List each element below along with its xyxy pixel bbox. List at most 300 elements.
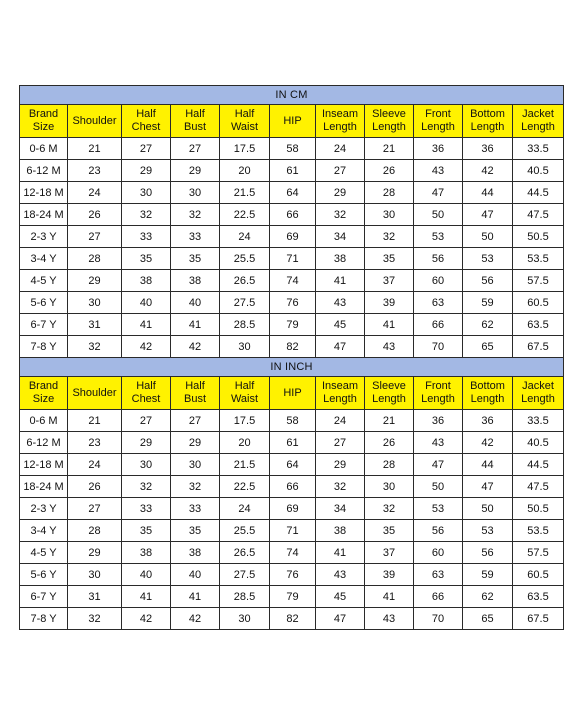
- measurement-cell: 26: [365, 432, 414, 454]
- column-header: [68, 105, 122, 138]
- table-row: [20, 476, 564, 498]
- size-label-cell: 12-18 M: [20, 454, 68, 476]
- measurement-cell: 35: [122, 248, 171, 270]
- size-label-cell: 0-6 M: [20, 138, 68, 160]
- measurement-cell: 30: [171, 182, 220, 204]
- measurement-cell: 27: [316, 160, 365, 182]
- measurement-cell: 41: [171, 586, 220, 608]
- measurement-cell: 36: [463, 410, 513, 432]
- size-label-cell: 6-12 M: [20, 160, 68, 182]
- measurement-cell: 29: [122, 160, 171, 182]
- measurement-cell: 67.5: [513, 336, 564, 358]
- measurement-cell: 60.5: [513, 292, 564, 314]
- measurement-cell: 60: [414, 270, 463, 292]
- column-header-text: Length: [421, 393, 455, 405]
- measurement-cell: 45: [316, 314, 365, 336]
- measurement-cell: 38: [122, 270, 171, 292]
- measurement-cell: 63: [414, 564, 463, 586]
- size-label-cell: 4-5 Y: [20, 270, 68, 292]
- measurement-cell: 29: [68, 270, 122, 292]
- measurement-cell: 58: [270, 138, 316, 160]
- table-row: [20, 270, 564, 292]
- column-header: [463, 105, 513, 138]
- column-header-text: Chest: [131, 393, 161, 405]
- measurement-cell: 28: [68, 248, 122, 270]
- column-header-text: Front: [425, 380, 451, 392]
- measurement-cell: 38: [171, 270, 220, 292]
- measurement-cell: 31: [68, 586, 122, 608]
- measurement-cell: 33.5: [513, 410, 564, 432]
- measurement-cell: 70: [414, 608, 463, 630]
- measurement-cell: 27: [171, 410, 220, 432]
- table-row: [20, 226, 564, 248]
- measurement-cell: 32: [171, 476, 220, 498]
- size-label-cell: 2-3 Y: [20, 226, 68, 248]
- column-header-text: Bust: [183, 393, 206, 405]
- section-title-row: [20, 86, 564, 105]
- measurement-cell: 74: [270, 542, 316, 564]
- column-header-text: Size: [32, 393, 55, 405]
- measurement-cell: 47.5: [513, 476, 564, 498]
- measurement-cell: 53.5: [513, 520, 564, 542]
- column-header-text: Half: [136, 380, 156, 392]
- measurement-cell: 58: [270, 410, 316, 432]
- column-header: [68, 377, 122, 410]
- measurement-cell: 31: [68, 314, 122, 336]
- measurement-cell: 30: [220, 608, 270, 630]
- measurement-cell: 36: [463, 138, 513, 160]
- measurement-cell: 30: [122, 182, 171, 204]
- measurement-cell: 63: [414, 292, 463, 314]
- column-header: [122, 377, 171, 410]
- measurement-cell: 56: [463, 270, 513, 292]
- measurement-cell: 44.5: [513, 182, 564, 204]
- measurement-cell: 45: [316, 586, 365, 608]
- measurement-cell: 33: [122, 226, 171, 248]
- column-header-text: Front: [425, 108, 451, 120]
- measurement-cell: 17.5: [220, 138, 270, 160]
- column-header: [220, 105, 270, 138]
- size-label-cell: 18-24 M: [20, 204, 68, 226]
- measurement-cell: 28.5: [220, 586, 270, 608]
- size-label-cell: 3-4 Y: [20, 520, 68, 542]
- size-chart-table: [19, 85, 564, 630]
- column-header-text: Shoulder: [72, 114, 117, 127]
- column-header-text: Length: [521, 393, 555, 405]
- column-header: [270, 105, 316, 138]
- measurement-cell: 42: [122, 336, 171, 358]
- column-header-text: Brand: [28, 380, 59, 392]
- measurement-cell: 38: [171, 542, 220, 564]
- measurement-cell: 34: [316, 226, 365, 248]
- measurement-cell: 25.5: [220, 520, 270, 542]
- column-header: [463, 377, 513, 410]
- measurement-cell: 40: [171, 564, 220, 586]
- measurement-cell: 33: [171, 226, 220, 248]
- measurement-cell: 35: [171, 520, 220, 542]
- measurement-cell: 29: [316, 454, 365, 476]
- measurement-cell: 82: [270, 608, 316, 630]
- column-header-text: Waist: [230, 393, 259, 405]
- measurement-cell: 42: [122, 608, 171, 630]
- measurement-cell: 47: [463, 204, 513, 226]
- measurement-cell: 69: [270, 498, 316, 520]
- table-row: [20, 160, 564, 182]
- measurement-cell: 42: [463, 160, 513, 182]
- measurement-cell: 27: [68, 226, 122, 248]
- table-row: [20, 182, 564, 204]
- size-label-cell: 6-12 M: [20, 432, 68, 454]
- measurement-cell: 57.5: [513, 270, 564, 292]
- measurement-cell: 62: [463, 314, 513, 336]
- measurement-cell: 24: [68, 454, 122, 476]
- column-header: [270, 377, 316, 410]
- measurement-cell: 47: [414, 182, 463, 204]
- column-header-text: Length: [421, 121, 455, 133]
- measurement-cell: 60: [414, 542, 463, 564]
- column-header-text: Length: [372, 393, 406, 405]
- measurement-cell: 69: [270, 226, 316, 248]
- measurement-cell: 41: [316, 270, 365, 292]
- measurement-cell: 24: [220, 226, 270, 248]
- measurement-cell: 29: [316, 182, 365, 204]
- measurement-cell: 33: [122, 498, 171, 520]
- measurement-cell: 41: [122, 586, 171, 608]
- measurement-cell: 41: [171, 314, 220, 336]
- column-header-text: Bottom: [470, 108, 505, 120]
- table-row: [20, 204, 564, 226]
- measurement-cell: 40: [122, 564, 171, 586]
- measurement-cell: 44: [463, 454, 513, 476]
- measurement-cell: 30: [171, 454, 220, 476]
- measurement-cell: 36: [414, 138, 463, 160]
- column-header-text: HIP: [283, 386, 302, 399]
- measurement-cell: 66: [414, 314, 463, 336]
- measurement-cell: 40: [122, 292, 171, 314]
- table-row: [20, 454, 564, 476]
- column-header-text: Bottom: [470, 380, 505, 392]
- column-header-text: Sleeve: [372, 108, 406, 120]
- measurement-cell: 63.5: [513, 314, 564, 336]
- column-header: [171, 105, 220, 138]
- section-title-row: [20, 358, 564, 377]
- column-header: [365, 377, 414, 410]
- measurement-cell: 37: [365, 270, 414, 292]
- measurement-cell: 59: [463, 292, 513, 314]
- measurement-cell: 47: [463, 476, 513, 498]
- column-header: [122, 105, 171, 138]
- measurement-cell: 56: [414, 520, 463, 542]
- measurement-cell: 26.5: [220, 542, 270, 564]
- measurement-cell: 42: [171, 608, 220, 630]
- column-header-text: Half: [136, 108, 156, 120]
- measurement-cell: 65: [463, 336, 513, 358]
- column-header-text: Size: [32, 121, 55, 133]
- measurement-cell: 56: [414, 248, 463, 270]
- column-header: [20, 377, 68, 410]
- measurement-cell: 40: [171, 292, 220, 314]
- measurement-cell: 53.5: [513, 248, 564, 270]
- column-header: [220, 377, 270, 410]
- measurement-cell: 22.5: [220, 476, 270, 498]
- measurement-cell: 32: [171, 204, 220, 226]
- measurement-cell: 63.5: [513, 586, 564, 608]
- measurement-cell: 76: [270, 564, 316, 586]
- column-header-text: Sleeve: [372, 380, 406, 392]
- measurement-cell: 35: [365, 520, 414, 542]
- measurement-cell: 71: [270, 520, 316, 542]
- measurement-cell: 36: [414, 410, 463, 432]
- measurement-cell: 43: [316, 292, 365, 314]
- column-header: [316, 105, 365, 138]
- measurement-cell: 82: [270, 336, 316, 358]
- measurement-cell: 42: [171, 336, 220, 358]
- measurement-cell: 64: [270, 182, 316, 204]
- measurement-cell: 39: [365, 564, 414, 586]
- measurement-cell: 35: [122, 520, 171, 542]
- measurement-cell: 21.5: [220, 182, 270, 204]
- measurement-cell: 41: [122, 314, 171, 336]
- column-header-text: Half: [234, 108, 255, 120]
- size-label-cell: 12-18 M: [20, 182, 68, 204]
- measurement-cell: 20: [220, 432, 270, 454]
- table-row: [20, 248, 564, 270]
- size-label-cell: 5-6 Y: [20, 292, 68, 314]
- measurement-cell: 50.5: [513, 226, 564, 248]
- measurement-cell: 43: [365, 336, 414, 358]
- size-label-cell: 5-6 Y: [20, 564, 68, 586]
- table-row: [20, 314, 564, 336]
- column-header-text: Half: [185, 108, 205, 120]
- measurement-cell: 17.5: [220, 410, 270, 432]
- measurement-cell: 30: [68, 564, 122, 586]
- column-header-text: Length: [323, 121, 357, 133]
- measurement-cell: 59: [463, 564, 513, 586]
- measurement-cell: 23: [68, 160, 122, 182]
- measurement-cell: 33: [171, 498, 220, 520]
- column-header-text: Inseam: [321, 380, 359, 392]
- column-header: [414, 105, 463, 138]
- measurement-cell: 28.5: [220, 314, 270, 336]
- measurement-cell: 27: [122, 410, 171, 432]
- measurement-cell: 32: [316, 204, 365, 226]
- measurement-cell: 43: [365, 608, 414, 630]
- column-header-text: Shoulder: [72, 386, 117, 399]
- measurement-cell: 21: [68, 138, 122, 160]
- column-header: [414, 377, 463, 410]
- measurement-cell: 29: [122, 432, 171, 454]
- measurement-cell: 66: [270, 204, 316, 226]
- measurement-cell: 26.5: [220, 270, 270, 292]
- measurement-cell: 33.5: [513, 138, 564, 160]
- measurement-cell: 44.5: [513, 454, 564, 476]
- measurement-cell: 21: [365, 410, 414, 432]
- measurement-cell: 24: [220, 498, 270, 520]
- measurement-cell: 26: [365, 160, 414, 182]
- column-header: [513, 105, 564, 138]
- size-label-cell: 18-24 M: [20, 476, 68, 498]
- measurement-cell: 47: [316, 336, 365, 358]
- measurement-cell: 50: [414, 204, 463, 226]
- measurement-cell: 53: [463, 248, 513, 270]
- measurement-cell: 44: [463, 182, 513, 204]
- measurement-cell: 37: [365, 542, 414, 564]
- column-header-text: Bust: [183, 121, 206, 133]
- measurement-cell: 38: [316, 520, 365, 542]
- column-header-text: Jacket: [522, 108, 554, 120]
- measurement-cell: 64: [270, 454, 316, 476]
- column-header: [20, 105, 68, 138]
- column-header-text: Half: [185, 380, 205, 392]
- measurement-cell: 25.5: [220, 248, 270, 270]
- table-row: [20, 542, 564, 564]
- table-row: [20, 292, 564, 314]
- measurement-cell: 28: [365, 454, 414, 476]
- size-label-cell: 6-7 Y: [20, 586, 68, 608]
- measurement-cell: 53: [414, 226, 463, 248]
- measurement-cell: 35: [171, 248, 220, 270]
- measurement-cell: 29: [171, 160, 220, 182]
- section-title: IN INCH: [20, 358, 564, 377]
- measurement-cell: 30: [220, 336, 270, 358]
- measurement-cell: 53: [414, 498, 463, 520]
- measurement-cell: 76: [270, 292, 316, 314]
- measurement-cell: 30: [68, 292, 122, 314]
- measurement-cell: 21: [365, 138, 414, 160]
- table-row: [20, 520, 564, 542]
- measurement-cell: 30: [365, 476, 414, 498]
- column-header-text: Jacket: [522, 380, 554, 392]
- measurement-cell: 27.5: [220, 564, 270, 586]
- measurement-cell: 32: [68, 336, 122, 358]
- column-header-text: HIP: [283, 114, 302, 127]
- measurement-cell: 66: [414, 586, 463, 608]
- measurement-cell: 38: [316, 248, 365, 270]
- measurement-cell: 67.5: [513, 608, 564, 630]
- size-label-cell: 4-5 Y: [20, 542, 68, 564]
- size-label-cell: 0-6 M: [20, 410, 68, 432]
- size-label-cell: 7-8 Y: [20, 608, 68, 630]
- measurement-cell: 27: [171, 138, 220, 160]
- measurement-cell: 34: [316, 498, 365, 520]
- table-row: [20, 564, 564, 586]
- column-header-text: Chest: [131, 121, 161, 133]
- column-header-text: Brand: [28, 108, 59, 120]
- table-row: [20, 498, 564, 520]
- measurement-cell: 27: [316, 432, 365, 454]
- column-header-text: Length: [372, 121, 406, 133]
- measurement-cell: 26: [68, 476, 122, 498]
- measurement-cell: 23: [68, 432, 122, 454]
- measurement-cell: 32: [316, 476, 365, 498]
- column-header: [365, 105, 414, 138]
- table-row: [20, 336, 564, 358]
- measurement-cell: 43: [316, 564, 365, 586]
- measurement-cell: 79: [270, 314, 316, 336]
- size-label-cell: 6-7 Y: [20, 314, 68, 336]
- measurement-cell: 62: [463, 586, 513, 608]
- measurement-cell: 32: [122, 476, 171, 498]
- measurement-cell: 43: [414, 432, 463, 454]
- measurement-cell: 29: [68, 542, 122, 564]
- measurement-cell: 50: [414, 476, 463, 498]
- column-header-text: Waist: [230, 121, 259, 133]
- column-header-text: Length: [470, 393, 505, 405]
- measurement-cell: 53: [463, 520, 513, 542]
- measurement-cell: 24: [68, 182, 122, 204]
- column-header: [171, 377, 220, 410]
- measurement-cell: 38: [122, 542, 171, 564]
- measurement-cell: 32: [122, 204, 171, 226]
- measurement-cell: 42: [463, 432, 513, 454]
- table-row: [20, 586, 564, 608]
- measurement-cell: 47: [316, 608, 365, 630]
- measurement-cell: 43: [414, 160, 463, 182]
- measurement-cell: 27: [68, 498, 122, 520]
- measurement-cell: 32: [365, 226, 414, 248]
- measurement-cell: 47: [414, 454, 463, 476]
- measurement-cell: 22.5: [220, 204, 270, 226]
- measurement-cell: 56: [463, 542, 513, 564]
- measurement-cell: 39: [365, 292, 414, 314]
- measurement-cell: 27: [122, 138, 171, 160]
- measurement-cell: 47.5: [513, 204, 564, 226]
- measurement-cell: 66: [270, 476, 316, 498]
- column-header-text: Inseam: [321, 108, 359, 120]
- measurement-cell: 32: [68, 608, 122, 630]
- section-title: IN CM: [20, 86, 564, 105]
- measurement-cell: 35: [365, 248, 414, 270]
- measurement-cell: 74: [270, 270, 316, 292]
- table-row: [20, 138, 564, 160]
- measurement-cell: 28: [68, 520, 122, 542]
- measurement-cell: 60.5: [513, 564, 564, 586]
- measurement-cell: 41: [316, 542, 365, 564]
- measurement-cell: 24: [316, 410, 365, 432]
- measurement-cell: 30: [365, 204, 414, 226]
- measurement-cell: 57.5: [513, 542, 564, 564]
- measurement-cell: 24: [316, 138, 365, 160]
- column-header-text: Length: [521, 121, 555, 133]
- column-header-row: [20, 105, 564, 138]
- measurement-cell: 50.5: [513, 498, 564, 520]
- measurement-cell: 50: [463, 498, 513, 520]
- column-header-text: Length: [323, 393, 357, 405]
- measurement-cell: 26: [68, 204, 122, 226]
- measurement-cell: 28: [365, 182, 414, 204]
- measurement-cell: 70: [414, 336, 463, 358]
- table-row: [20, 432, 564, 454]
- measurement-cell: 40.5: [513, 160, 564, 182]
- measurement-cell: 30: [122, 454, 171, 476]
- measurement-cell: 32: [365, 498, 414, 520]
- measurement-cell: 50: [463, 226, 513, 248]
- measurement-cell: 41: [365, 586, 414, 608]
- measurement-cell: 27.5: [220, 292, 270, 314]
- measurement-cell: 61: [270, 160, 316, 182]
- table-row: [20, 410, 564, 432]
- measurement-cell: 65: [463, 608, 513, 630]
- size-label-cell: 3-4 Y: [20, 248, 68, 270]
- column-header-text: Half: [234, 380, 255, 392]
- column-header: [316, 377, 365, 410]
- measurement-cell: 79: [270, 586, 316, 608]
- measurement-cell: 40.5: [513, 432, 564, 454]
- column-header-row: [20, 377, 564, 410]
- measurement-cell: 61: [270, 432, 316, 454]
- size-label-cell: 7-8 Y: [20, 336, 68, 358]
- measurement-cell: 41: [365, 314, 414, 336]
